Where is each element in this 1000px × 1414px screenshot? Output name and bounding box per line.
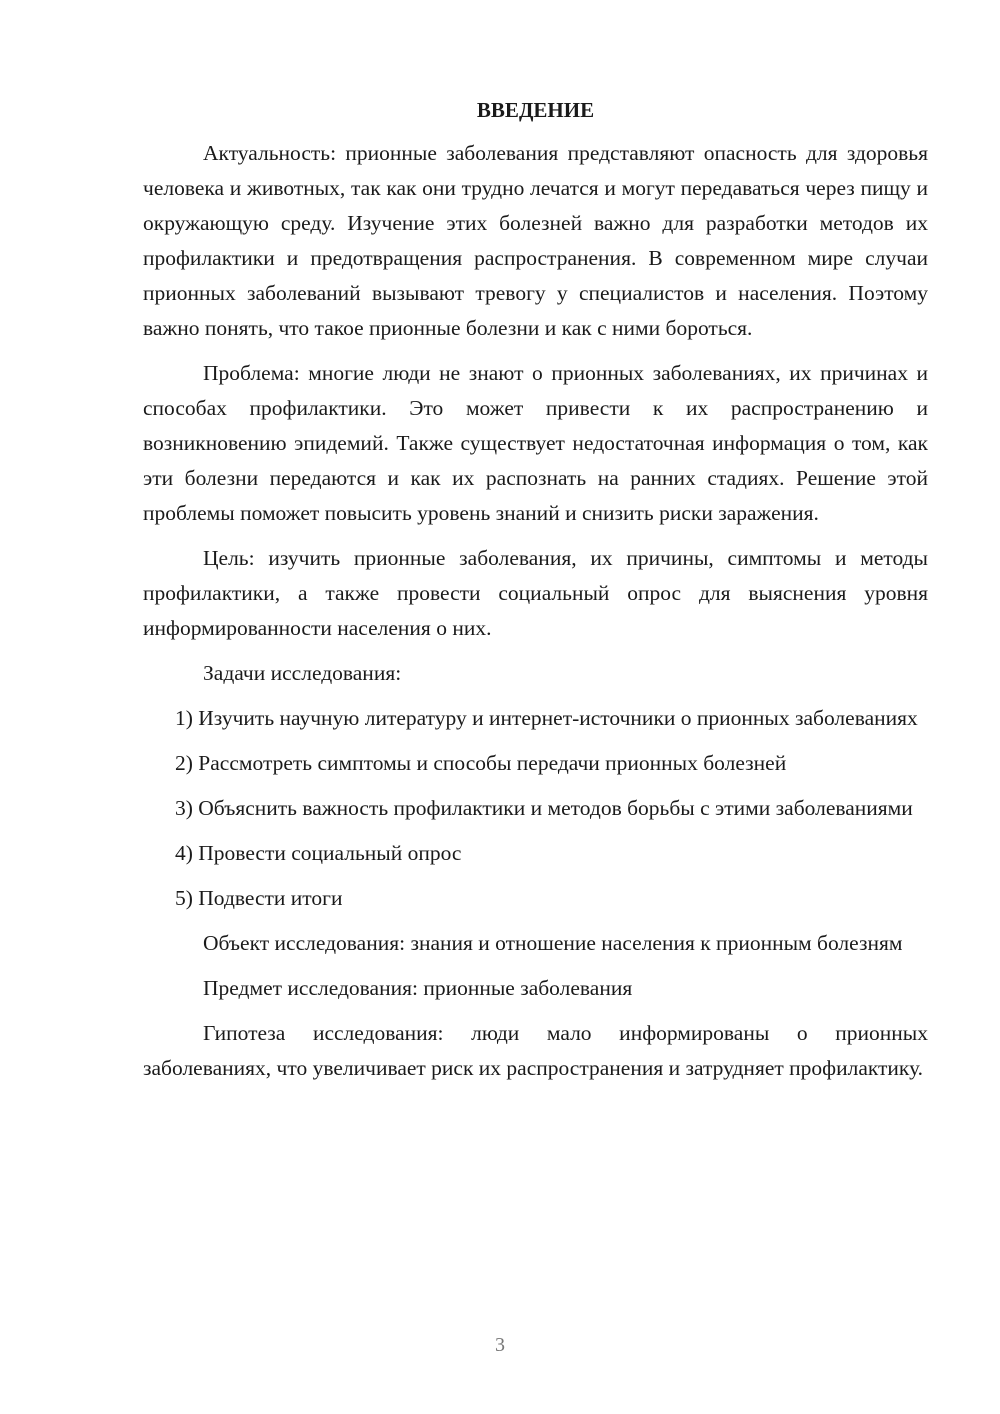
task-item-4: 4) Провести социальный опрос xyxy=(175,841,462,865)
task-item-5: 5) Подвести итоги xyxy=(175,886,343,910)
problem-paragraph: Проблема: многие люди не знают о прионных заболеваниях, их причинах и способах профилактики. Это может привести к их распространению и возникновению эпидемий. Также существует недостаточная информация о том, как эти болезни передаются и как их распознать на ранних стадиях. Решение этой проблемы поможет повысить уровень знаний и снизить риски заражения. xyxy=(143,361,928,525)
tasks-heading: Задачи исследования: xyxy=(203,661,402,685)
object-paragraph: Объект исследования: знания и отношение населения к прионным болезням xyxy=(203,931,903,955)
task-item-2: 2) Рассмотреть симптомы и способы передачи прионных болезней xyxy=(175,751,787,775)
task-item-1: 1) Изучить научную литературу и интернет-источники о прионных заболеваниях xyxy=(175,706,918,730)
subject-paragraph: Предмет исследования: прионные заболевания xyxy=(203,976,633,1000)
page-content xyxy=(143,93,928,1096)
task-item-3: 3) Объяснить важность профилактики и методов борьбы с этими заболеваниями xyxy=(175,796,913,820)
page-number: 3 xyxy=(495,1334,505,1356)
relevance-paragraph: Актуальность: прионные заболевания представляют опасность для здоровья человека и животных, так как они трудно лечатся и могут передаваться через пищу и окружающую среду. Изучение этих болезней важно для разработки методов их профилактики и предотвращения распространения. В современном мире случаи прионных заболеваний вызывают тревогу у специалистов и населения. Поэтому важно понять, что такое прионные болезни и как с ними бороться. xyxy=(143,141,928,340)
hypothesis-paragraph: Гипотеза исследования: люди мало информированы о прионных заболеваниях, что увеличивает риск их распространения и затрудняет профилактику. xyxy=(143,1021,928,1080)
goal-paragraph: Цель: изучить прионные заболевания, их причины, симптомы и методы профилактики, а также провести социальный опрос для выяснения уровня информированности населения о них. xyxy=(143,546,928,640)
section-title: ВВЕДЕНИЕ xyxy=(476,98,595,122)
